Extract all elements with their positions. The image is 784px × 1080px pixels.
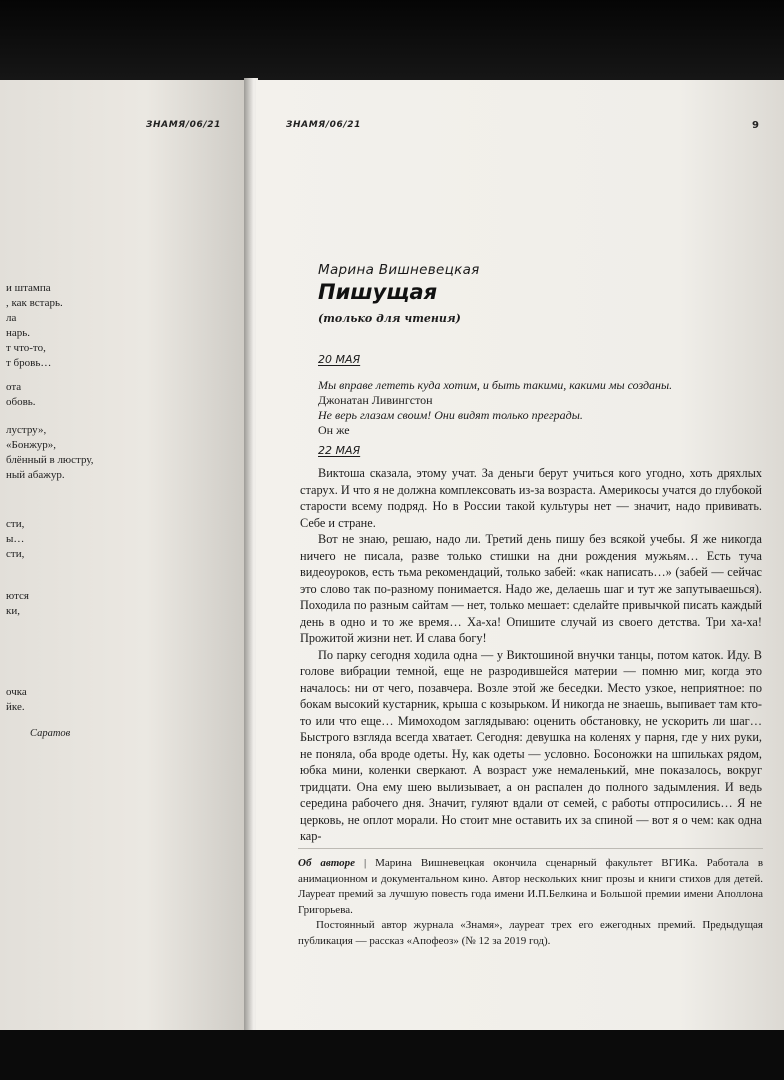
date-heading-2: 22 МАЯ [318, 444, 361, 457]
epigraph-attribution: Он же [318, 423, 350, 437]
left-text-fragment: ки, [6, 605, 20, 617]
left-text-fragment: сти, [6, 518, 25, 530]
left-text-fragment: обовь. [6, 396, 36, 408]
left-page [0, 80, 244, 1030]
date-heading-1: 20 МАЯ [318, 353, 361, 366]
epigraph-attribution: Джонатан Ливингстон [318, 393, 433, 407]
left-text-fragment: «Бонжур», [6, 439, 57, 451]
epigraph-quote: Не верь глазам своим! Они видят только преграды. [318, 408, 583, 422]
left-text-fragment: нарь. [6, 327, 31, 339]
story-subtitle: (только для чтения) [318, 312, 461, 325]
right-running-head: ЗНАМЯ/06/21 [286, 120, 362, 130]
scan-bottom-background [0, 1030, 784, 1080]
author-name: Марина Вишневецкая [318, 262, 480, 278]
scan-top-background [0, 0, 784, 80]
body-paragraph: По парку сегодня ходила одна — у Виктошиной внучки танцы, потом каток. Иду. В голове вибрации темной, еще не разродившейся материи — помню миг, когда это началось: ни от чего, позавчера. Возле этой же беседки. Место узкое, неприятное: по бокам высокий кустарник, крыша с козырьком. И никогда не знаешь, выпивает там кто-то или что еще… Мимоходом заглядываю: оценить обстановку, не ускорить ли шаг… Быстрого взгляда всегда хватает. Сегодня: девушка на коленях у парня, где у них руки, не поняла, оба вроде одеты. Ну, как одеты — условно. Босоножки на шпильках рядом, юбка мини, коленки сверкают. А возраст уже немаленький, мне показалось, вокруг тридцати. Она ему шею вылизывает, а он распален до полного задымления. И ведь середина рабочего дня. Значит, гуляют вдали от семей, с работы отпросились… Я не церковь, не оплот морали. Но стоит мне оставить их за спиной — вот я о чем: как одна кар- [300, 647, 762, 843]
about-publication-paragraph: Постоянный автор журнала «Знамя», лауреат трех его ежегодных премий. Предыдущая публикация — рассказ «Апофеоз» (№ 12 за 2019 год). [298, 919, 763, 947]
left-running-head: ЗНАМЯ/06/21 [146, 120, 222, 130]
body-paragraph: Вот не знаю, решаю, надо ли. Третий день пишу без всякой учебы. Я же никогда ничего не писала, разве только стишки на дни рождения мужьям… Есть туча видеоуроков, есть тьма рекомендаций, только забей: «как написать…» (забей — сейчас это слово так по-разному понимается. Надо же, делаешь шаг и тут же запутываешься). Походила по разным сайтам — нет, только мешает: сделайте привычкой писать каждый день в одно и то же время… Ха-ха! Опишите случай из своего детства. Три ха-ха! Прожитой жизни нет. И слава богу! [300, 532, 762, 645]
left-text-fragment: ются [6, 590, 29, 602]
left-place-signature: Саратов [30, 728, 71, 739]
left-text-fragment: лустру», [6, 424, 47, 436]
about-separator: | [363, 857, 367, 869]
left-text-fragment: , как встарь. [6, 297, 63, 309]
about-author-text: Марина Вишневецкая окончила сценарный факультет ВГИКа. Работала в анимационном и документальном кино. Автор нескольких книг прозы и книги стихов для детей. Лауреат премий за лучшую повесть года имени И.П.Белкина и Большой премии имени Аполлона Григорьева. [298, 857, 764, 916]
story-body [300, 465, 762, 845]
left-text-fragment: ы… [6, 533, 25, 545]
left-text-fragment: сти, [6, 548, 25, 560]
epigraph-quote: Мы вправе лететь куда хотим, и быть такими, какими мы созданы. [318, 378, 673, 392]
story-title: Пишущая [318, 280, 438, 304]
left-text-fragment: йке. [6, 701, 25, 713]
left-text-fragment: и штампа [6, 282, 51, 294]
left-text-fragment: т бровь… [6, 357, 52, 369]
left-text-fragment: очка [6, 686, 27, 698]
about-author-label: Об авторе [298, 857, 356, 869]
body-paragraph: Виктоша сказала, этому учат. За деньги берут учиться кого угодно, хоть дряхлых старух. И что я не должна комплексовать из-за возраста. Америкосы учатся до глубокой старости всему подряд. Но в России такой культуры нет — значит, надо прививать. Себе и стране. [300, 466, 762, 530]
about-author-paragraph [298, 856, 763, 918]
left-text-fragment: блённый в люстру, [6, 454, 94, 466]
about-author-block [298, 856, 763, 949]
left-text-fragment: ный абажур. [6, 469, 65, 481]
left-text-fragment: т что-то, [6, 342, 46, 354]
page-number: 9 [752, 120, 759, 131]
footer-divider [298, 848, 763, 849]
left-text-fragment: ота [6, 381, 22, 393]
left-text-fragment: ла [6, 312, 17, 324]
